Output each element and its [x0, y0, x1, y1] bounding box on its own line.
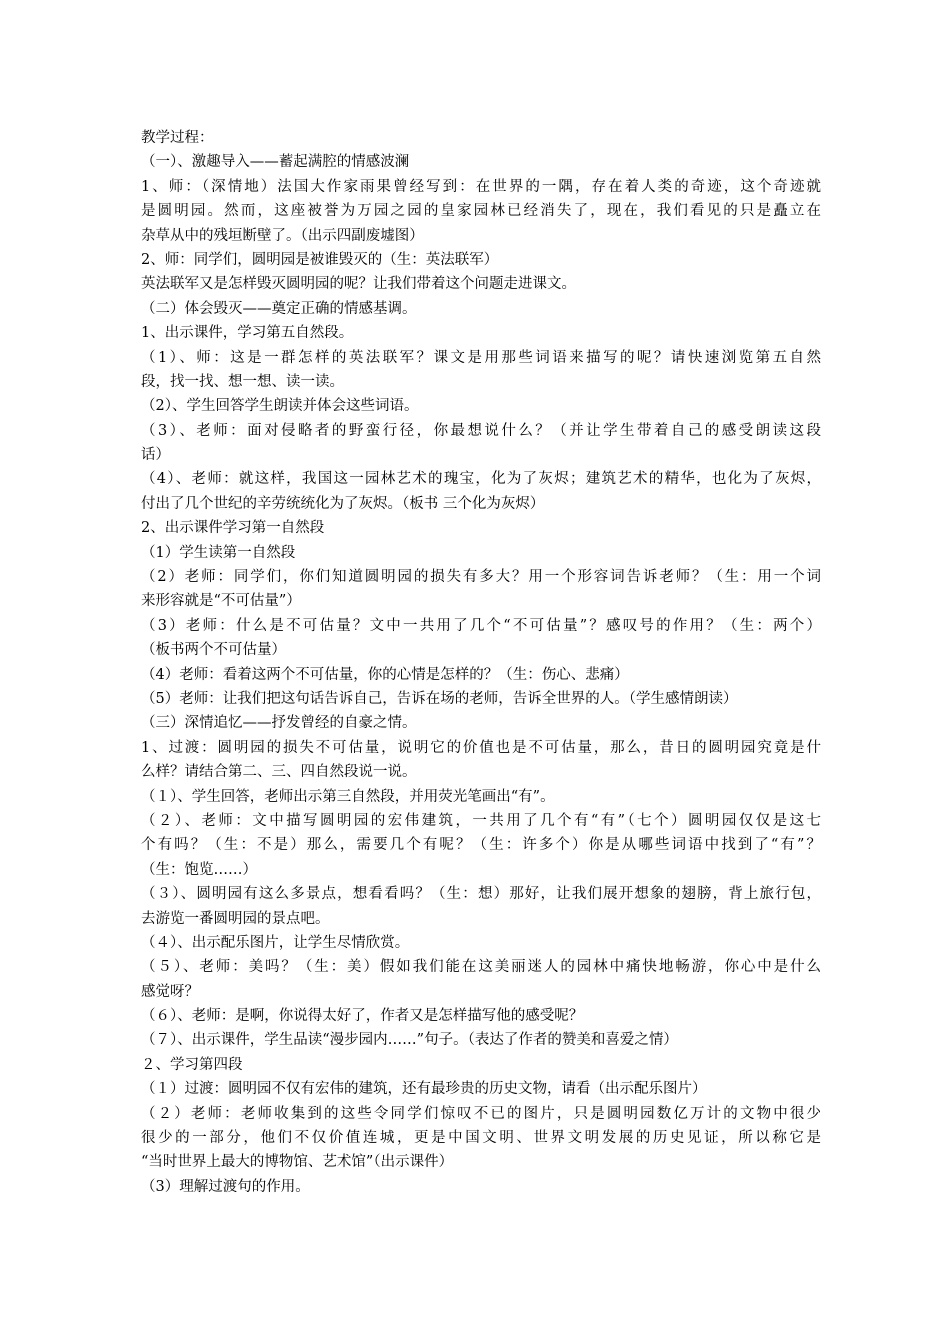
text-line: 2、出示课件学习第一自然段 — [141, 520, 325, 537]
text-line: （4）老师：看着这两个不可估量，你的心情是怎样的？（生：伤心、悲痛） — [141, 666, 629, 683]
text-line: 是圆明园。然而，这座被誉为万园之园的皇家园林已经消失了，现在，我们看见的只是矗立在 — [141, 203, 821, 220]
text-line: 感觉呀？ — [141, 983, 199, 1000]
text-line: （７）、出示课件，学生品读“漫步园内……”句子。（表达了作者的赞美和喜爱之情） — [141, 1032, 678, 1049]
text-line: 个有吗？（生：不是）那么，需要几个有呢？（生：许多个）你是从哪些词语中找到了“有”？ — [141, 837, 821, 854]
text-line: 英法联军又是怎样毁灭圆明园的呢？让我们带着这个问题走进课文。 — [141, 276, 576, 293]
text-line: 么样？请结合第二、三、四自然段说一说。 — [141, 764, 417, 781]
text-line: 1、出示课件，学习第五自然段。 — [141, 325, 354, 342]
text-line: （三）深情追忆——抒发曾经的自豪之情。 — [141, 715, 417, 732]
text-line: 来形容就是“不可估量”） — [141, 593, 301, 610]
text-line: （3）理解过渡句的作用。 — [141, 1178, 310, 1195]
text-line: （3）、老师：面对侵略者的野蛮行径，你最想说什么？（并让学生带着自己的感受朗读这段 — [141, 422, 821, 439]
text-line: （2）老师：同学们，你们知道圆明园的损失有多大？用一个形容词告诉老师？（生：用一个词 — [141, 569, 821, 586]
text-line: 杂草从中的残垣断壁了。（出示四副废墟图） — [141, 227, 424, 244]
text-line: （１）、学生回答，老师出示第三自然段，并用荧光笔画出“有”。 — [141, 788, 555, 805]
text-line: 很少的一部分，他们不仅价值连城，更是中国文明、世界文明发展的历史见证，所以称它是 — [141, 1130, 821, 1147]
text-line: 话） — [141, 447, 170, 464]
text-line: （1）学生读第一自然段 — [141, 544, 296, 561]
text-line: （４）、出示配乐图片，让学生尽情欣赏。 — [141, 934, 410, 951]
text-line: 1、师：（深情地）法国大作家雨果曾经写到：在世界的一隅，存在着人类的奇迹，这个奇迹就 — [141, 178, 821, 195]
text-line: （一）、激趣导入——蓄起满腔的情感波澜 — [141, 154, 410, 171]
text-line: （板书两个不可估量） — [141, 642, 286, 659]
text-line: （5）老师：让我们把这句话告诉自己，告诉在场的老师，告诉全世界的人。（学生感情朗读） — [141, 690, 738, 707]
text-line: （２）老师：老师收集到的这些令同学们惊叹不已的图片，只是圆明园数亿万计的文物中很少 — [141, 1105, 821, 1122]
text-line: ２、学习第四段 — [141, 1056, 243, 1073]
text-line: （３）、圆明园有这么多景点，想看看吗？（生：想）那好，让我们展开想象的翅膀，背上旅行包， — [141, 886, 821, 903]
text-line: （二）体会毁灭——奠定正确的情感基调。 — [141, 300, 417, 317]
text-line: （生：饱览……） — [141, 861, 257, 878]
text-line: 教学过程： — [141, 130, 214, 146]
text-line: 付出了几个世纪的辛劳统统化为了灰烬。（板书 三个化为灰烬） — [141, 495, 545, 512]
document-page — [141, 126, 821, 1199]
text-line: 段，找一找、想一想、读一读。 — [141, 373, 344, 390]
text-line: （６）、老师：是啊，你说得太好了，作者又是怎样描写他的感受呢？ — [141, 1008, 584, 1025]
text-line: 1、过渡：圆明园的损失不可估量，说明它的价值也是不可估量，那么，昔日的圆明园究竟是什 — [141, 739, 821, 756]
text-line: （５）、老师：美吗？（生：美）假如我们能在这美丽迷人的园林中痛快地畅游，你心中是什么 — [141, 959, 821, 976]
text-line: （2）、学生回答学生朗读并体会这些词语。 — [141, 398, 419, 415]
text-line: （4）、老师：就这样，我国这一园林艺术的瑰宝，化为了灰烬；建筑艺术的精华，也化为了灰烬， — [141, 471, 821, 488]
text-line: 2、师：同学们，圆明园是被谁毁灭的（生：英法联军） — [141, 251, 499, 268]
text-line: （１）过渡：圆明园不仅有宏伟的建筑，还有最珍贵的历史文物，请看（出示配乐图片） — [141, 1081, 707, 1098]
text-line: 去游览一番圆明园的景点吧。 — [141, 910, 330, 927]
text-line: “当时世界上最大的博物馆、艺术馆”（出示课件） — [141, 1154, 454, 1171]
text-line: （1）、师：这是一群怎样的英法联军？课文是用那些词语来描写的呢？请快速浏览第五自然 — [141, 349, 821, 366]
text-line: （3）老师：什么是不可估量？文中一共用了几个“不可估量”？感叹号的作用？（生：两个） — [141, 617, 821, 634]
text-line: （２）、老师：文中描写圆明园的宏伟建筑，一共用了几个有“有”（七个）圆明园仅仅是这七 — [141, 812, 821, 829]
